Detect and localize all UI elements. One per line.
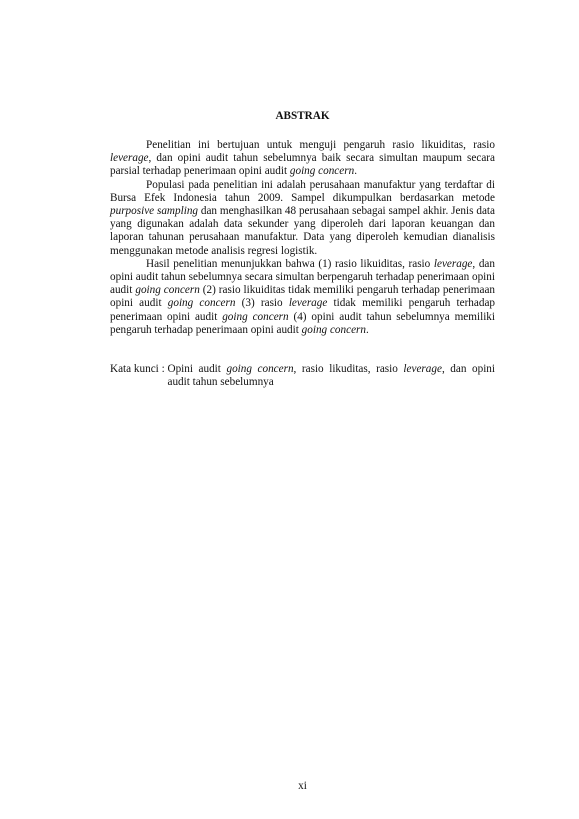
italic-term: going concern [167,297,236,310]
text-run: Penelitian ini bertujuan untuk menguji pengaruh rasio likuiditas, rasio [146,139,495,151]
text-run: Populasi pada penelitian ini adalah perusahaan manufaktur yang terdaftar di Bursa Efek Indonesia tahun 2009. Sampel dikumpulkan berdasarkan metode [110,178,495,204]
italic-term: going concern [135,284,200,297]
text-run: tidak memiliki pengaruh terhadap penerimaan opini audit [110,297,496,323]
italic-term: going concern [289,165,355,178]
paragraph-results [110,258,495,337]
italic-term: purposive sampling [110,205,199,218]
italic-term: leverage [403,363,442,375]
keywords-list [167,363,495,389]
paragraph-method [110,179,495,258]
paragraph-objective [110,139,495,179]
italic-term: leverage [288,297,328,310]
text-run: , dan opini audit tahun sebelumnya secara simultan berpengaruh terhadap penerimaan opini audit [110,257,495,297]
text-run: . [354,165,357,178]
keywords-label: Kata kunci : [110,363,168,375]
italic-term: leverage [433,257,473,270]
text-run: (2) rasio likuiditas tidak memiliki pengaruh terhadap penerimaan opini audit [110,284,496,310]
italic-term: leverage [110,152,149,165]
page-number: xi [298,780,307,792]
text-run: Opini audit [167,363,227,375]
keywords-section [110,363,495,389]
text-run: , dan opini audit tahun sebelumnya baik secara simultan maupum secara parsial terhadap penerimaan opini audit [110,152,495,178]
text-run: , dan opini audit tahun sebelumnya [167,363,496,389]
text-run: (3) rasio [235,297,289,310]
italic-term: going concern [226,363,294,375]
text-run: Hasil penelitian menunjukkan bahwa (1) rasio likuiditas, rasio [146,257,434,270]
text-run: . [365,323,369,336]
text-run: dan menghasilkan 48 perusahaan sebagai sampel akhir. Jenis data yang digunakan adalah data sekunder yang diperoleh dari laporan keuangan dan laporan tahunan perusahaan manufaktur. Data yang diperoleh kemudian dianalisis menggunakan metode analisis regresi logistik. [110,205,495,257]
italic-term: going concern [301,323,366,336]
abstract-body [110,139,495,337]
abstract-title: ABSTRAK [275,110,330,122]
text-run: , rasio likuditas, rasio [293,363,404,375]
text-run: (4) opini audit tahun sebelumnya memiliki pengaruh terhadap penerimaan opini audit [110,310,496,336]
italic-term: going concern [222,310,289,323]
